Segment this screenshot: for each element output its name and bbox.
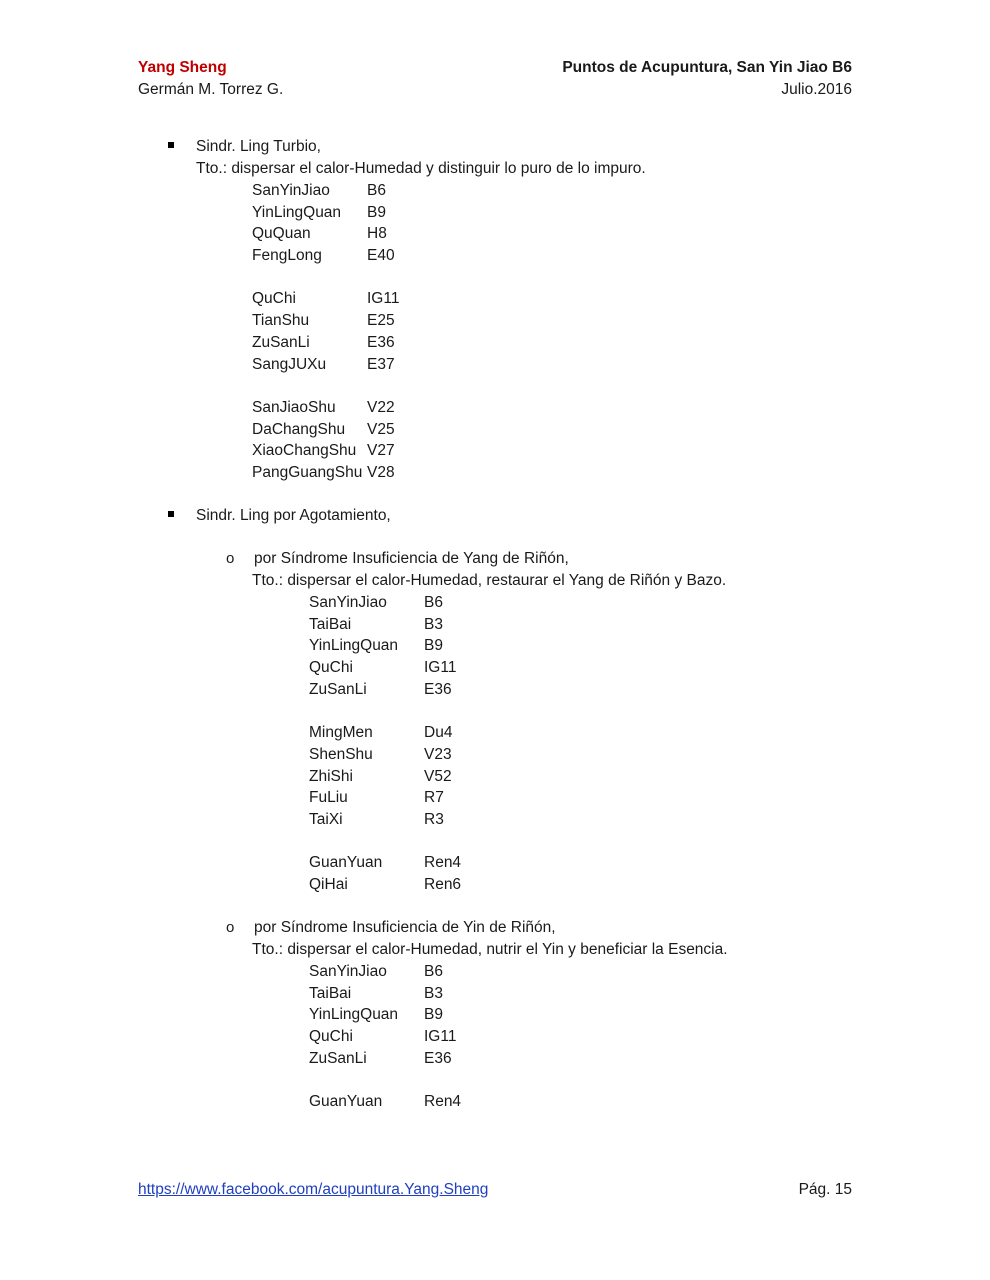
header-date: Julio.2016	[781, 81, 852, 98]
point-name: ShenShu	[309, 745, 373, 763]
point-row	[309, 1026, 461, 1048]
group-spacer	[252, 267, 399, 289]
point-name: QiHai	[309, 875, 348, 893]
point-row	[309, 961, 461, 983]
point-row	[309, 635, 461, 657]
point-row	[252, 354, 399, 376]
point-code: E36	[367, 333, 395, 351]
point-row	[309, 744, 461, 766]
point-row	[309, 614, 461, 636]
square-bullet-icon	[168, 509, 174, 520]
point-name: FengLong	[252, 247, 322, 265]
point-code: B6	[424, 594, 443, 611]
point-name: QuChi	[309, 1028, 353, 1046]
footer-facebook-link[interactable]: https://www.facebook.com/acupuntura.Yang.Sheng	[138, 1181, 489, 1198]
point-name: FuLiu	[309, 789, 348, 807]
sub1-points	[309, 592, 461, 896]
point-name: GuanYuan	[309, 1093, 383, 1111]
square-bullet-icon	[168, 140, 174, 151]
point-name: ZhiShi	[309, 767, 353, 785]
point-name: QuChi	[252, 290, 296, 308]
point-name: ZuSanLi	[309, 1049, 367, 1067]
point-code: E36	[424, 1049, 452, 1067]
circle-bullet-icon: o	[226, 550, 235, 567]
point-row	[252, 245, 399, 267]
point-code: B9	[424, 637, 443, 655]
sub2-heading: por Síndrome Insuficiencia de Yin de Riñón,	[254, 919, 556, 936]
point-name: QuQuan	[252, 225, 311, 243]
page-number: Pág. 15	[798, 1181, 852, 1198]
sub1-treatment: Tto.: dispersar el calor-Humedad, restaurar el Yang de Riñón y Bazo.	[252, 572, 727, 589]
point-code: E40	[367, 247, 395, 265]
point-row	[309, 592, 461, 614]
point-code: IG11	[367, 290, 400, 308]
point-code: IG11	[424, 659, 457, 677]
point-code: Du4	[424, 724, 453, 742]
point-row	[309, 679, 461, 701]
point-code: B6	[367, 182, 386, 199]
point-row	[252, 202, 399, 224]
point-name: ZuSanLi	[252, 333, 310, 351]
point-code: E37	[367, 355, 395, 373]
group-spacer	[309, 700, 461, 722]
point-name: GuanYuan	[309, 854, 383, 872]
point-code: B3	[424, 984, 443, 1002]
point-code: V28	[367, 463, 395, 481]
point-row	[252, 180, 399, 202]
point-code: V25	[367, 420, 395, 438]
point-row	[309, 657, 461, 679]
point-name: TaiBai	[309, 984, 352, 1002]
circle-bullet-icon: o	[226, 919, 235, 936]
point-code: B9	[367, 203, 386, 221]
point-name: TaiXi	[309, 810, 343, 828]
point-code: Ren6	[424, 875, 462, 893]
point-row	[309, 722, 461, 744]
sub2-points	[309, 961, 461, 1113]
point-row	[309, 766, 461, 788]
point-code: E25	[367, 312, 395, 330]
point-name: YinLingQuan	[309, 1006, 399, 1024]
point-code: H8	[367, 225, 387, 243]
point-name: SanYinJiao	[309, 594, 387, 611]
point-name: SangJUXu	[252, 355, 327, 373]
point-code: V27	[367, 442, 395, 460]
point-row	[309, 983, 461, 1005]
section2-heading: Sindr. Ling por Agotamiento,	[196, 507, 391, 524]
point-row	[309, 1004, 461, 1026]
point-name: ZuSanLi	[309, 680, 367, 698]
point-row	[252, 440, 399, 462]
group-spacer	[309, 1069, 461, 1091]
group-spacer	[309, 831, 461, 853]
point-row	[252, 419, 399, 441]
point-row	[309, 1091, 461, 1113]
point-code: E36	[424, 680, 452, 698]
sub2-treatment: Tto.: dispersar el calor-Humedad, nutrir el Yin y beneficiar la Esencia.	[252, 941, 728, 958]
point-row	[252, 462, 399, 484]
point-row	[252, 223, 399, 245]
point-code: R3	[424, 810, 444, 828]
point-name: MingMen	[309, 724, 373, 742]
sub1-heading: por Síndrome Insuficiencia de Yang de Riñón,	[254, 550, 569, 567]
section1-heading: Sindr. Ling Turbio,	[196, 138, 321, 155]
point-code: Ren4	[424, 854, 462, 872]
point-code: B9	[424, 1006, 443, 1024]
section1-points	[252, 180, 399, 484]
section1-treatment: Tto.: dispersar el calor-Humedad y distinguir lo puro de lo impuro.	[196, 160, 646, 177]
header-author: Germán M. Torrez G.	[138, 81, 284, 98]
point-row	[252, 288, 399, 310]
point-code: V23	[424, 745, 452, 763]
point-name: SanYinJiao	[252, 182, 330, 199]
point-row	[252, 332, 399, 354]
point-row	[309, 874, 461, 896]
point-code: V52	[424, 767, 452, 785]
point-row	[309, 1048, 461, 1070]
point-name: QuChi	[309, 659, 353, 677]
header-brand: Yang Sheng	[138, 59, 227, 76]
group-spacer	[252, 375, 399, 397]
point-name: TianShu	[252, 312, 310, 330]
header-title: Puntos de Acupuntura, San Yin Jiao B6	[562, 59, 852, 76]
point-name: YinLingQuan	[252, 203, 342, 221]
point-row	[252, 310, 399, 332]
point-code: R7	[424, 789, 444, 807]
point-row	[309, 852, 461, 874]
point-name: PangGuangShu	[252, 463, 363, 481]
point-name: XiaoChangShu	[252, 442, 357, 460]
point-name: DaChangShu	[252, 420, 346, 438]
point-row	[252, 397, 399, 419]
point-code: B3	[424, 615, 443, 633]
point-name: SanJiaoShu	[252, 398, 336, 416]
point-row	[309, 809, 461, 831]
point-name: YinLingQuan	[309, 637, 399, 655]
point-name: TaiBai	[309, 615, 352, 633]
point-row	[309, 787, 461, 809]
point-code: V22	[367, 398, 395, 416]
point-name: SanYinJiao	[309, 963, 387, 980]
point-code: IG11	[424, 1028, 457, 1046]
point-code: B6	[424, 963, 443, 980]
point-code: Ren4	[424, 1093, 462, 1111]
